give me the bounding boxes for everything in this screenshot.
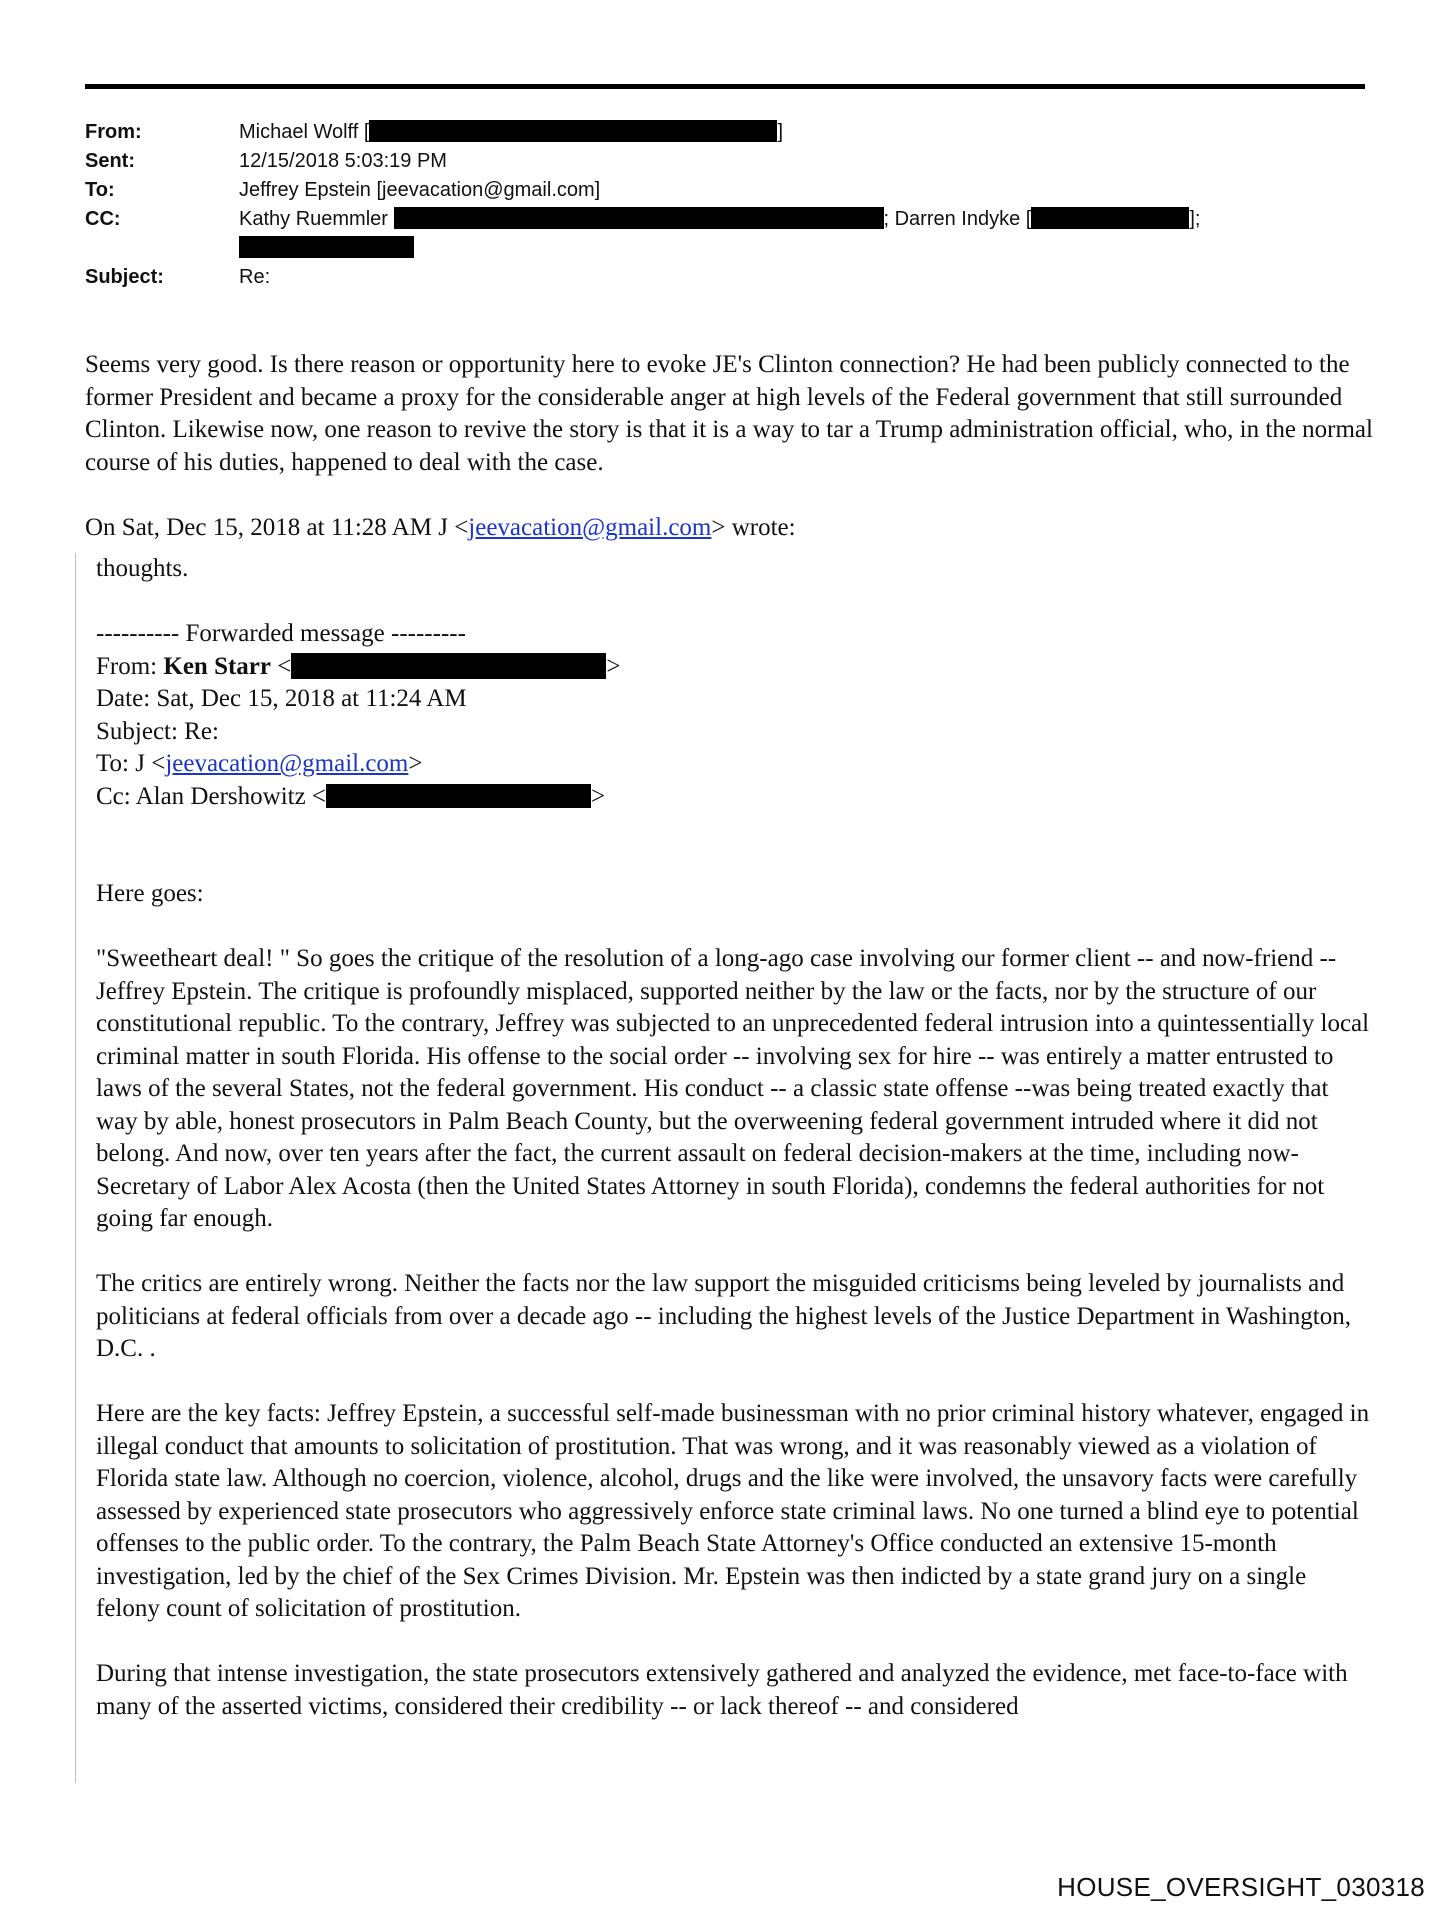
top-rule	[85, 84, 1365, 89]
header-subject-row	[85, 263, 1365, 292]
header-sent-row	[85, 147, 1365, 176]
cc-second-name: ; Darren Indyke	[883, 208, 1021, 230]
redaction-box	[326, 784, 591, 808]
redaction-box	[394, 207, 884, 229]
forward-date-line: Date: Sat, Dec 15, 2018 at 11:24 AM	[96, 685, 467, 712]
wrote-line: On Sat, Dec 15, 2018 at 11:28 AM J <jeevacation@gmail.com> wrote:	[85, 513, 796, 541]
quoted-message	[75, 553, 1375, 1783]
cc-name: Kathy Ruemmler	[239, 208, 388, 230]
from-label: From:	[85, 121, 142, 143]
subject-label: Subject:	[85, 266, 164, 288]
redaction-box	[239, 236, 414, 258]
email-link[interactable]: jeevacation@gmail.com	[165, 750, 409, 777]
reply-body	[85, 349, 1375, 544]
sent-label: Sent:	[85, 150, 135, 172]
cc-label: CC:	[85, 208, 121, 230]
subject-value: Re:	[239, 266, 271, 288]
forward-header: ---------- Forwarded message ---------	[96, 620, 466, 647]
forward-subject-line: Subject: Re:	[96, 717, 219, 745]
forward-to-line: To: J <jeevacation@gmail.com>	[96, 750, 423, 777]
redaction-box	[291, 653, 606, 679]
reply-paragraph: Seems very good. Is there reason or opportunity here to evoke JE's Clinton connection? He had been publicly connected to the former President and became a proxy for the considerable anger at high levels of the Federal government that still surrounded Clinton. Likewise now, one reason to revive the story is that it is a way to tar a Trump administration official, who, in the normal course of his duties, happened to deal with the case.	[85, 351, 1373, 476]
here-goes-line: Here goes:	[96, 880, 204, 907]
from-name: Michael Wolff	[239, 121, 359, 143]
redaction-box	[369, 120, 777, 142]
to-value: Jeffrey Epstein [jeevacation@gmail.com]	[239, 179, 601, 201]
header-cc-continuation-row	[85, 234, 1365, 263]
email-header	[85, 118, 1365, 292]
quoted-paragraph-4: During that intense investigation, the state prosecutors extensively gathered and analyzed the evidence, met face-to-face with many of the asserted victims, considered their credibility -- or lack thereof -- and considered	[96, 1660, 1348, 1720]
header-to-row	[85, 176, 1365, 205]
sent-value: 12/15/2018 5:03:19 PM	[239, 150, 447, 172]
cc-value: Kathy Ruemmler ; Darren Indyke [ ];	[239, 208, 1201, 230]
sender-name: Ken Starr	[163, 652, 271, 680]
bates-number: HOUSE_OVERSIGHT_030318	[1057, 1872, 1425, 1902]
to-label: To:	[85, 179, 115, 201]
forward-cc-line: Cc: Alan Dershowitz < >	[96, 782, 606, 810]
quoted-paragraph-2: The critics are entirely wrong. Neither the facts nor the law support the misguided criticisms being leveled by journalists and politicians at federal officials from over a decade ago -- including the highest levels of the Justice Department in Washington, D.C. .	[96, 1270, 1352, 1362]
header-cc-row	[85, 205, 1365, 234]
forward-from-line: From: Ken Starr < >	[96, 652, 621, 680]
redaction-box	[1031, 207, 1189, 229]
header-from-row	[85, 118, 1365, 147]
quoted-paragraph-1: "Sweetheart deal! " So goes the critique of the resolution of a long-ago case involving our former client -- and now-friend -- Jeffrey Epstein. The critique is profoundly misplaced, supported neither by the law or the facts, nor by the structure of our constitutional republic. To the contrary, Jeffrey was subjected to an unprecedented federal intrusion into a quintessentially local criminal matter in south Florida. His offense to the social order -- involving sex for hire -- was entirely a matter entrusted to laws of the several States, not the federal government. His conduct -- a classic state offense --was being treated exactly that way by able, honest prosecutors in Palm Beach County, but the overweening federal government intruded where it did not belong. And now, over ten years after the fact, the current assault on federal decision-makers at the time, including now-Secretary of Labor Alex Acosta (then the United States Attorney in south Florida), condemns the federal authorities for not going far enough.	[96, 945, 1370, 1232]
from-value: Michael Wolff [ ]	[239, 121, 783, 143]
email-link[interactable]: jeevacation@gmail.com	[468, 513, 712, 541]
thoughts-line: thoughts.	[96, 555, 189, 582]
quoted-paragraph-3: Here are the key facts: Jeffrey Epstein, a successful self-made businessman with no prior criminal history whatever, engaged in illegal conduct that amounts to solicitation of prostitution. That was wrong, and it was reasonably viewed as a violation of Florida state law. Although no coercion, violence, alcohol, drugs and the like were involved, the unsavory facts were carefully assessed by experienced state prosecutors who aggressively enforce state criminal laws. No one turned a blind eye to potential offenses to the public order. To the contrary, the Palm Beach State Attorney's Office conducted an extensive 15-month investigation, led by the chief of the Sex Crimes Division. Mr. Epstein was then indicted by a state grand jury on a single felony count of solicitation of prostitution.	[96, 1400, 1370, 1622]
